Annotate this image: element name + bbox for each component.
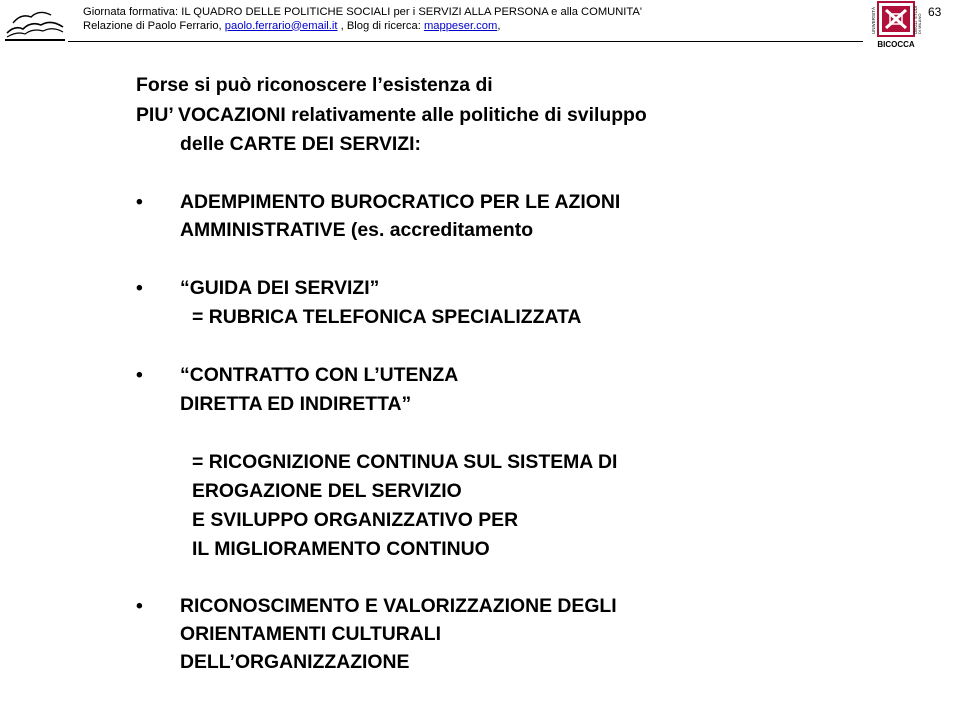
item3-line-4: EROGAZIONE DEL SERVIZIO — [192, 480, 462, 502]
item3-line-3: = RICOGNIZIONE CONTINUA SUL SISTEMA DI — [192, 451, 618, 473]
university-logo-text-2: DEGLI STUDI — [913, 5, 918, 34]
email-link[interactable]: paolo.ferrario@email.it — [224, 19, 338, 32]
item3-line-5: E SVILUPPO ORGANIZZATIVO PER — [192, 509, 519, 531]
intro-line-1: Forse si può riconoscere l’esistenza di — [136, 74, 493, 96]
item4-line-1: RICONOSCIMENTO E VALORIZZAZIONE DEGLI — [180, 595, 617, 617]
header-suffix: , — [497, 19, 501, 32]
item2-line-1: “GUIDA DEI SERVIZI” — [180, 277, 380, 299]
bullet-icon: • — [136, 595, 143, 617]
university-logo-text-1: UNIVERSITÀ — [871, 6, 876, 34]
header-author: Relazione di Paolo Ferrario, — [83, 19, 225, 32]
bullet-icon: • — [136, 191, 143, 213]
item4-line-2: ORIENTAMENTI CULTURALI — [180, 623, 442, 645]
header-blog-label: , Blog di ricerca: — [337, 19, 424, 32]
item3-line-2: DIRETTA ED INDIRETTA” — [180, 393, 412, 415]
intro-line-2: PIU’ VOCAZIONI relativamente alle politiche di sviluppo — [136, 104, 647, 126]
university-name: BICOCCA — [877, 40, 915, 49]
item2-line-2: = RUBRICA TELEFONICA SPECIALIZZATA — [192, 306, 582, 328]
page-number: 63 — [928, 5, 942, 19]
header-line-1: Giornata formativa: IL QUADRO DELLE POLITICHE SOCIALI per i SERVIZI ALLA PERSONA e alla COMUNITA' — [83, 6, 642, 18]
bullet-icon: • — [136, 277, 143, 299]
intro-line-3: delle CARTE DEI SERVIZI: — [180, 133, 421, 155]
bullet-icon: • — [136, 364, 143, 386]
item3-line-1: “CONTRATTO CON L’UTENZA — [180, 364, 459, 386]
item1-line-1: ADEMPIMENTO BUROCRATICO PER LE AZIONI — [180, 191, 621, 213]
item1-line-2: AMMINISTRATIVE (es. accreditamento — [180, 219, 534, 241]
item4-line-3: DELL’ORGANIZZAZIONE — [180, 651, 410, 673]
blog-link[interactable]: mappeser.com — [423, 19, 498, 32]
item3-line-6: IL MIGLIORAMENTO CONTINUO — [192, 538, 490, 560]
university-logo-text-3: DI MILANO — [917, 13, 922, 34]
